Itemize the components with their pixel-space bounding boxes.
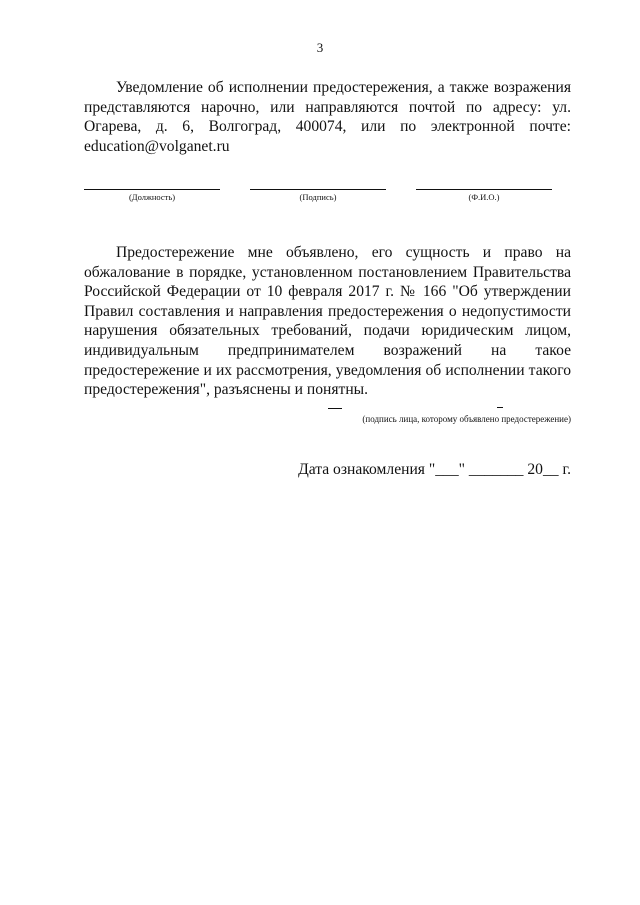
signature-field — [250, 189, 386, 202]
signature-line — [328, 408, 342, 409]
position-signature-field — [84, 189, 220, 202]
acknowledgement-signature-block — [300, 406, 571, 430]
page-number: 3 — [316, 40, 324, 55]
notice-paragraph: Уведомление об исполнении предостережения, а также возражения представляются нарочно, или направляются почтой по адресу: ул. Огарева, д. 6, Волгоград, 400074, или по электронной почте: education@volganet.ru — [84, 79, 571, 155]
full-name-caption: (Ф.И.О.) — [468, 192, 500, 202]
signature-caption: (Подпись) — [299, 192, 337, 202]
signature-tick — [497, 407, 503, 408]
acknowledgement-caption: (подпись лица, которому объявлено предостережение) — [362, 414, 571, 424]
signature-row — [84, 189, 571, 213]
position-caption: (Должность) — [128, 192, 176, 202]
announcement-paragraph: Предостережение мне объявлено, его сущность и право на обжалование в порядке, установленном постановлением Правительства Российской Федерации от 10 февраля 2017 г. № 166 "Об утверждении Правил составления и направления предостережения о недопустимости нарушения обязательных требований, подачи юридическим лицом, индивидуальным предпринимателем возражений на такое предостережение и их рассмотрения, уведомления об исполнении такого предостережения", разъяснены и понятны. — [84, 244, 571, 399]
full-name-field — [416, 189, 552, 202]
acknowledgement-date: Дата ознакомления "___" _______ 20__ г. — [298, 461, 571, 478]
